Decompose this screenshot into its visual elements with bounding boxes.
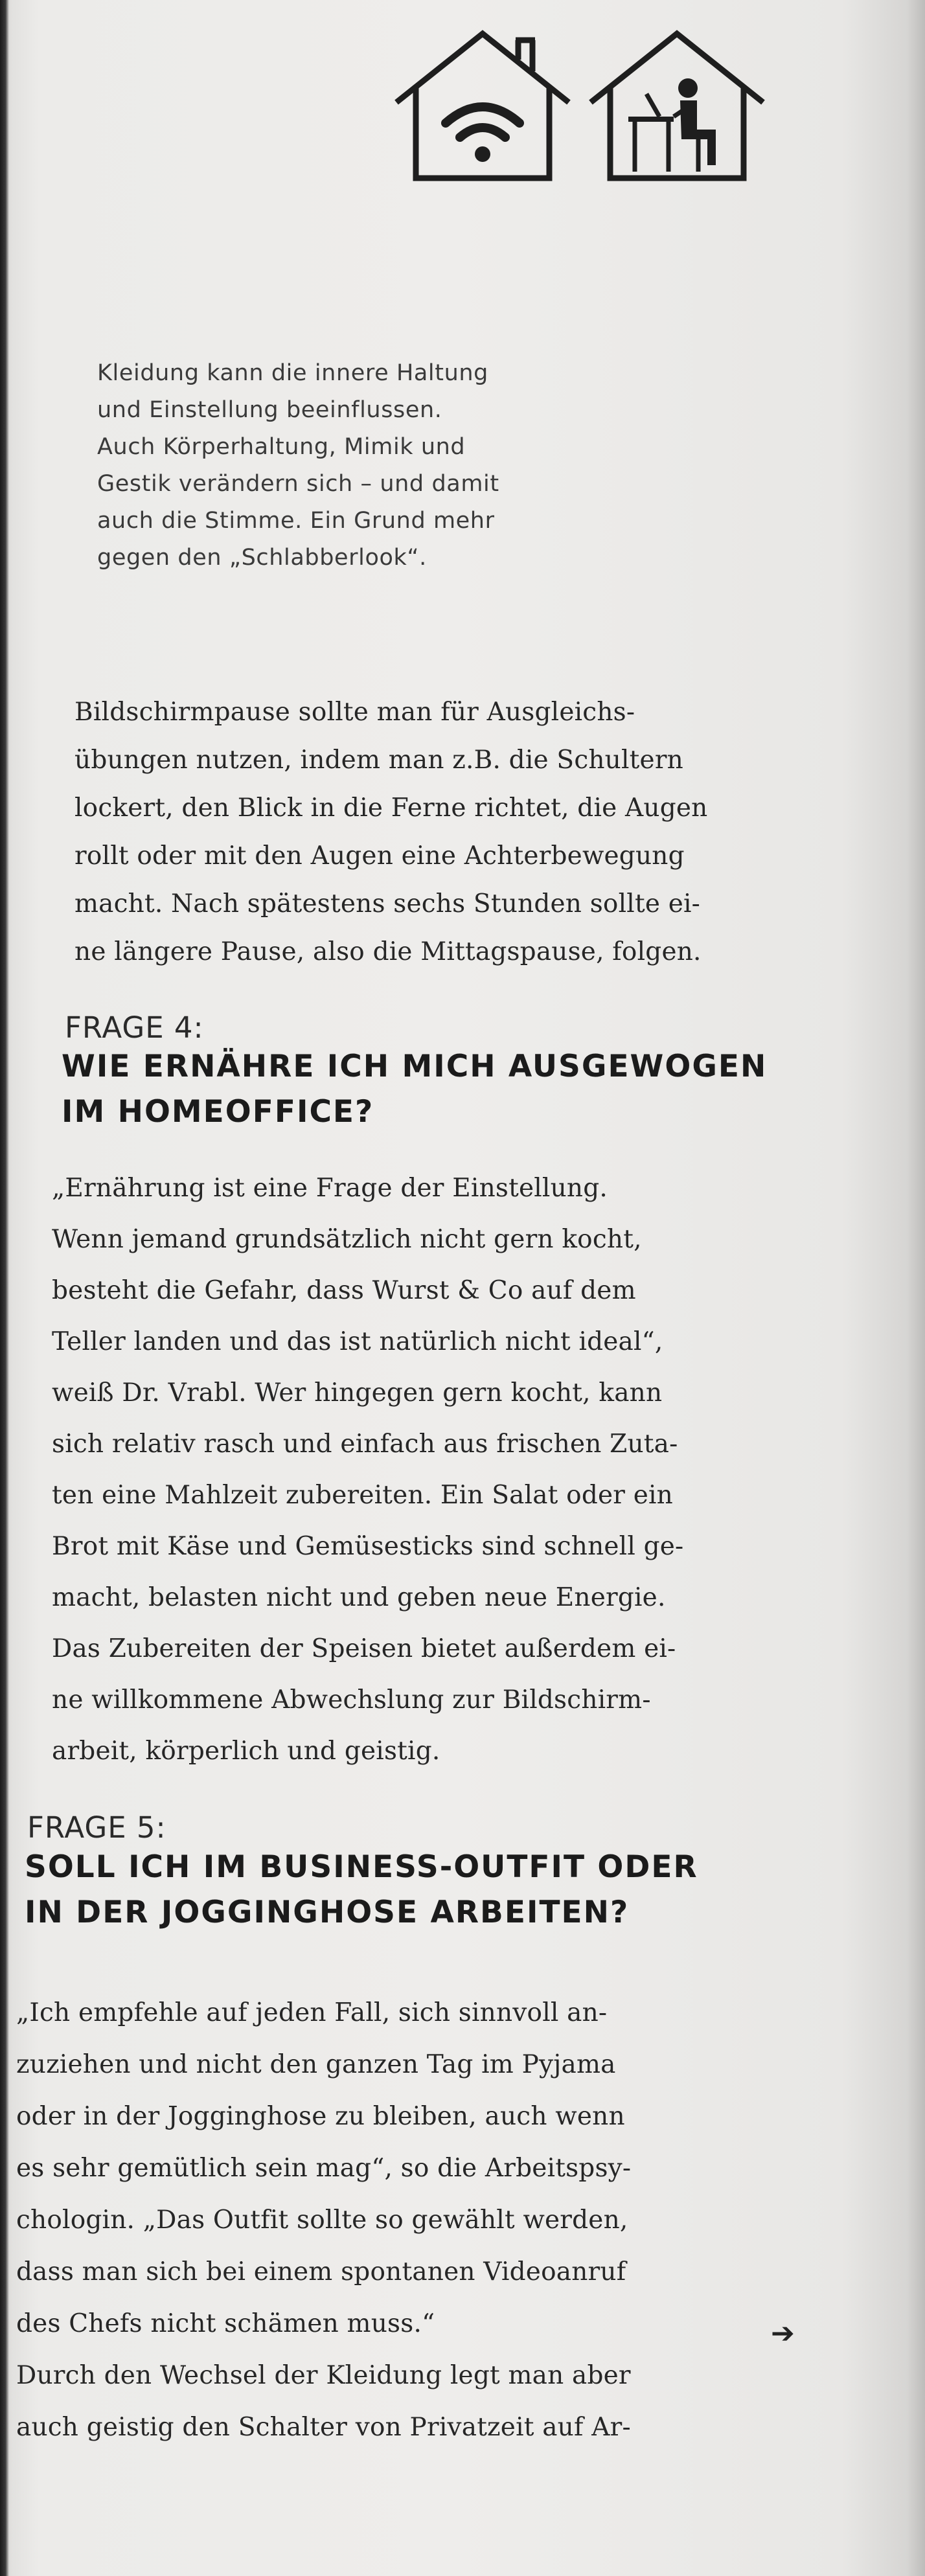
- text-line: macht, belasten nicht und geben neue Energie.: [52, 1583, 666, 1612]
- text-line: macht. Nach spätestens sechs Stunden sollte ei-: [74, 889, 701, 918]
- heading-line: IM HOMEOFFICE?: [62, 1094, 374, 1130]
- text-line: übungen nutzen, indem man z.B. die Schultern: [74, 746, 683, 775]
- text-line: rollt oder mit den Augen eine Achterbewegung: [74, 841, 685, 871]
- text-line: sich relativ rasch und einfach aus frischen Zuta-: [52, 1430, 678, 1459]
- caption-line: Auch Körperhaltung, Mimik und: [97, 434, 466, 460]
- text-line: oder in der Jogginghose zu bleiben, auch wenn: [16, 2102, 625, 2131]
- paragraph-screen-break: [74, 689, 707, 976]
- text-line: es sehr gemütlich sein mag“, so die Arbeitspsy-: [16, 2154, 632, 2183]
- text-line: Durch den Wechsel der Kleidung legt man aber: [16, 2361, 631, 2390]
- text-line: chologin. „Das Outfit sollte so gewählt werden,: [16, 2206, 628, 2235]
- text-line: zuziehen und nicht den ganzen Tag im Pyjama: [16, 2050, 616, 2079]
- question-5-heading: [25, 1845, 698, 1935]
- question-5-label: FRAGE 5:: [27, 1810, 166, 1845]
- text-line: Teller landen und das ist natürlich nicht ideal“,: [52, 1327, 663, 1356]
- caption-line: auch die Stimme. Ein Grund mehr: [97, 508, 495, 534]
- wifi-house-icon: [389, 26, 577, 188]
- text-line: des Chefs nicht schämen muss.“: [16, 2309, 435, 2338]
- heading-line: WIE ERNÄHRE ICH MICH AUSGEWOGEN: [62, 1049, 768, 1084]
- home-desk-icon: [583, 26, 771, 188]
- heading-line: IN DER JOGGINGHOSE ARBEITEN?: [25, 1895, 630, 1930]
- text-line: Bildschirmpause sollte man für Ausgleichs-: [74, 698, 635, 727]
- text-line: arbeit, körperlich und geistig.: [52, 1737, 440, 1766]
- text-line: Wenn jemand grundsätzlich nicht gern kocht,: [52, 1225, 642, 1254]
- text-line: lockert, den Blick in die Ferne richtet, die Augen: [74, 793, 708, 823]
- header-icons: [389, 26, 777, 194]
- text-line: Brot mit Käse und Gemüsesticks sind schnell ge-: [52, 1532, 684, 1561]
- text-line: auch geistig den Schalter von Privatzeit auf Ar-: [16, 2413, 631, 2442]
- caption-line: und Einstellung beeinflussen.: [97, 397, 442, 423]
- caption-line: gegen den „Schlabberlook“.: [97, 545, 427, 571]
- text-line: Das Zubereiten der Speisen bietet außerdem ei-: [52, 1634, 676, 1663]
- text-line: weiß Dr. Vrabl. Wer hingegen gern kocht, kann: [52, 1378, 663, 1408]
- text-line: „Ich empfehle auf jeden Fall, sich sinnvoll an-: [16, 1998, 608, 2027]
- page-binding-shadow: [0, 0, 9, 2576]
- continue-arrow-icon: ➔: [771, 2317, 795, 2350]
- text-line: ten eine Mahlzeit zubereiten. Ein Salat oder ein: [52, 1481, 673, 1510]
- text-line: ne willkommene Abwechslung zur Bildschirm-: [52, 1685, 651, 1715]
- text-line: besteht die Gefahr, dass Wurst & Co auf dem: [52, 1276, 636, 1305]
- question-4-heading: [62, 1044, 767, 1135]
- text-line: ne längere Pause, also die Mittagspause, folgen.: [74, 937, 702, 966]
- caption-line: Gestik verändern sich – und damit: [97, 471, 499, 497]
- question-4-label: FRAGE 4:: [65, 1010, 204, 1045]
- heading-line: SOLL ICH IM BUSINESS-OUTFIT ODER: [25, 1849, 698, 1885]
- paragraph-outfit: [16, 1987, 631, 2454]
- text-line: „Ernährung ist eine Frage der Einstellung.: [52, 1174, 608, 1203]
- caption-line: Kleidung kann die innere Haltung: [97, 360, 488, 386]
- photo-caption: [97, 355, 577, 576]
- paragraph-nutrition: [52, 1163, 683, 1777]
- text-line: dass man sich bei einem spontanen Videoanruf: [16, 2257, 626, 2286]
